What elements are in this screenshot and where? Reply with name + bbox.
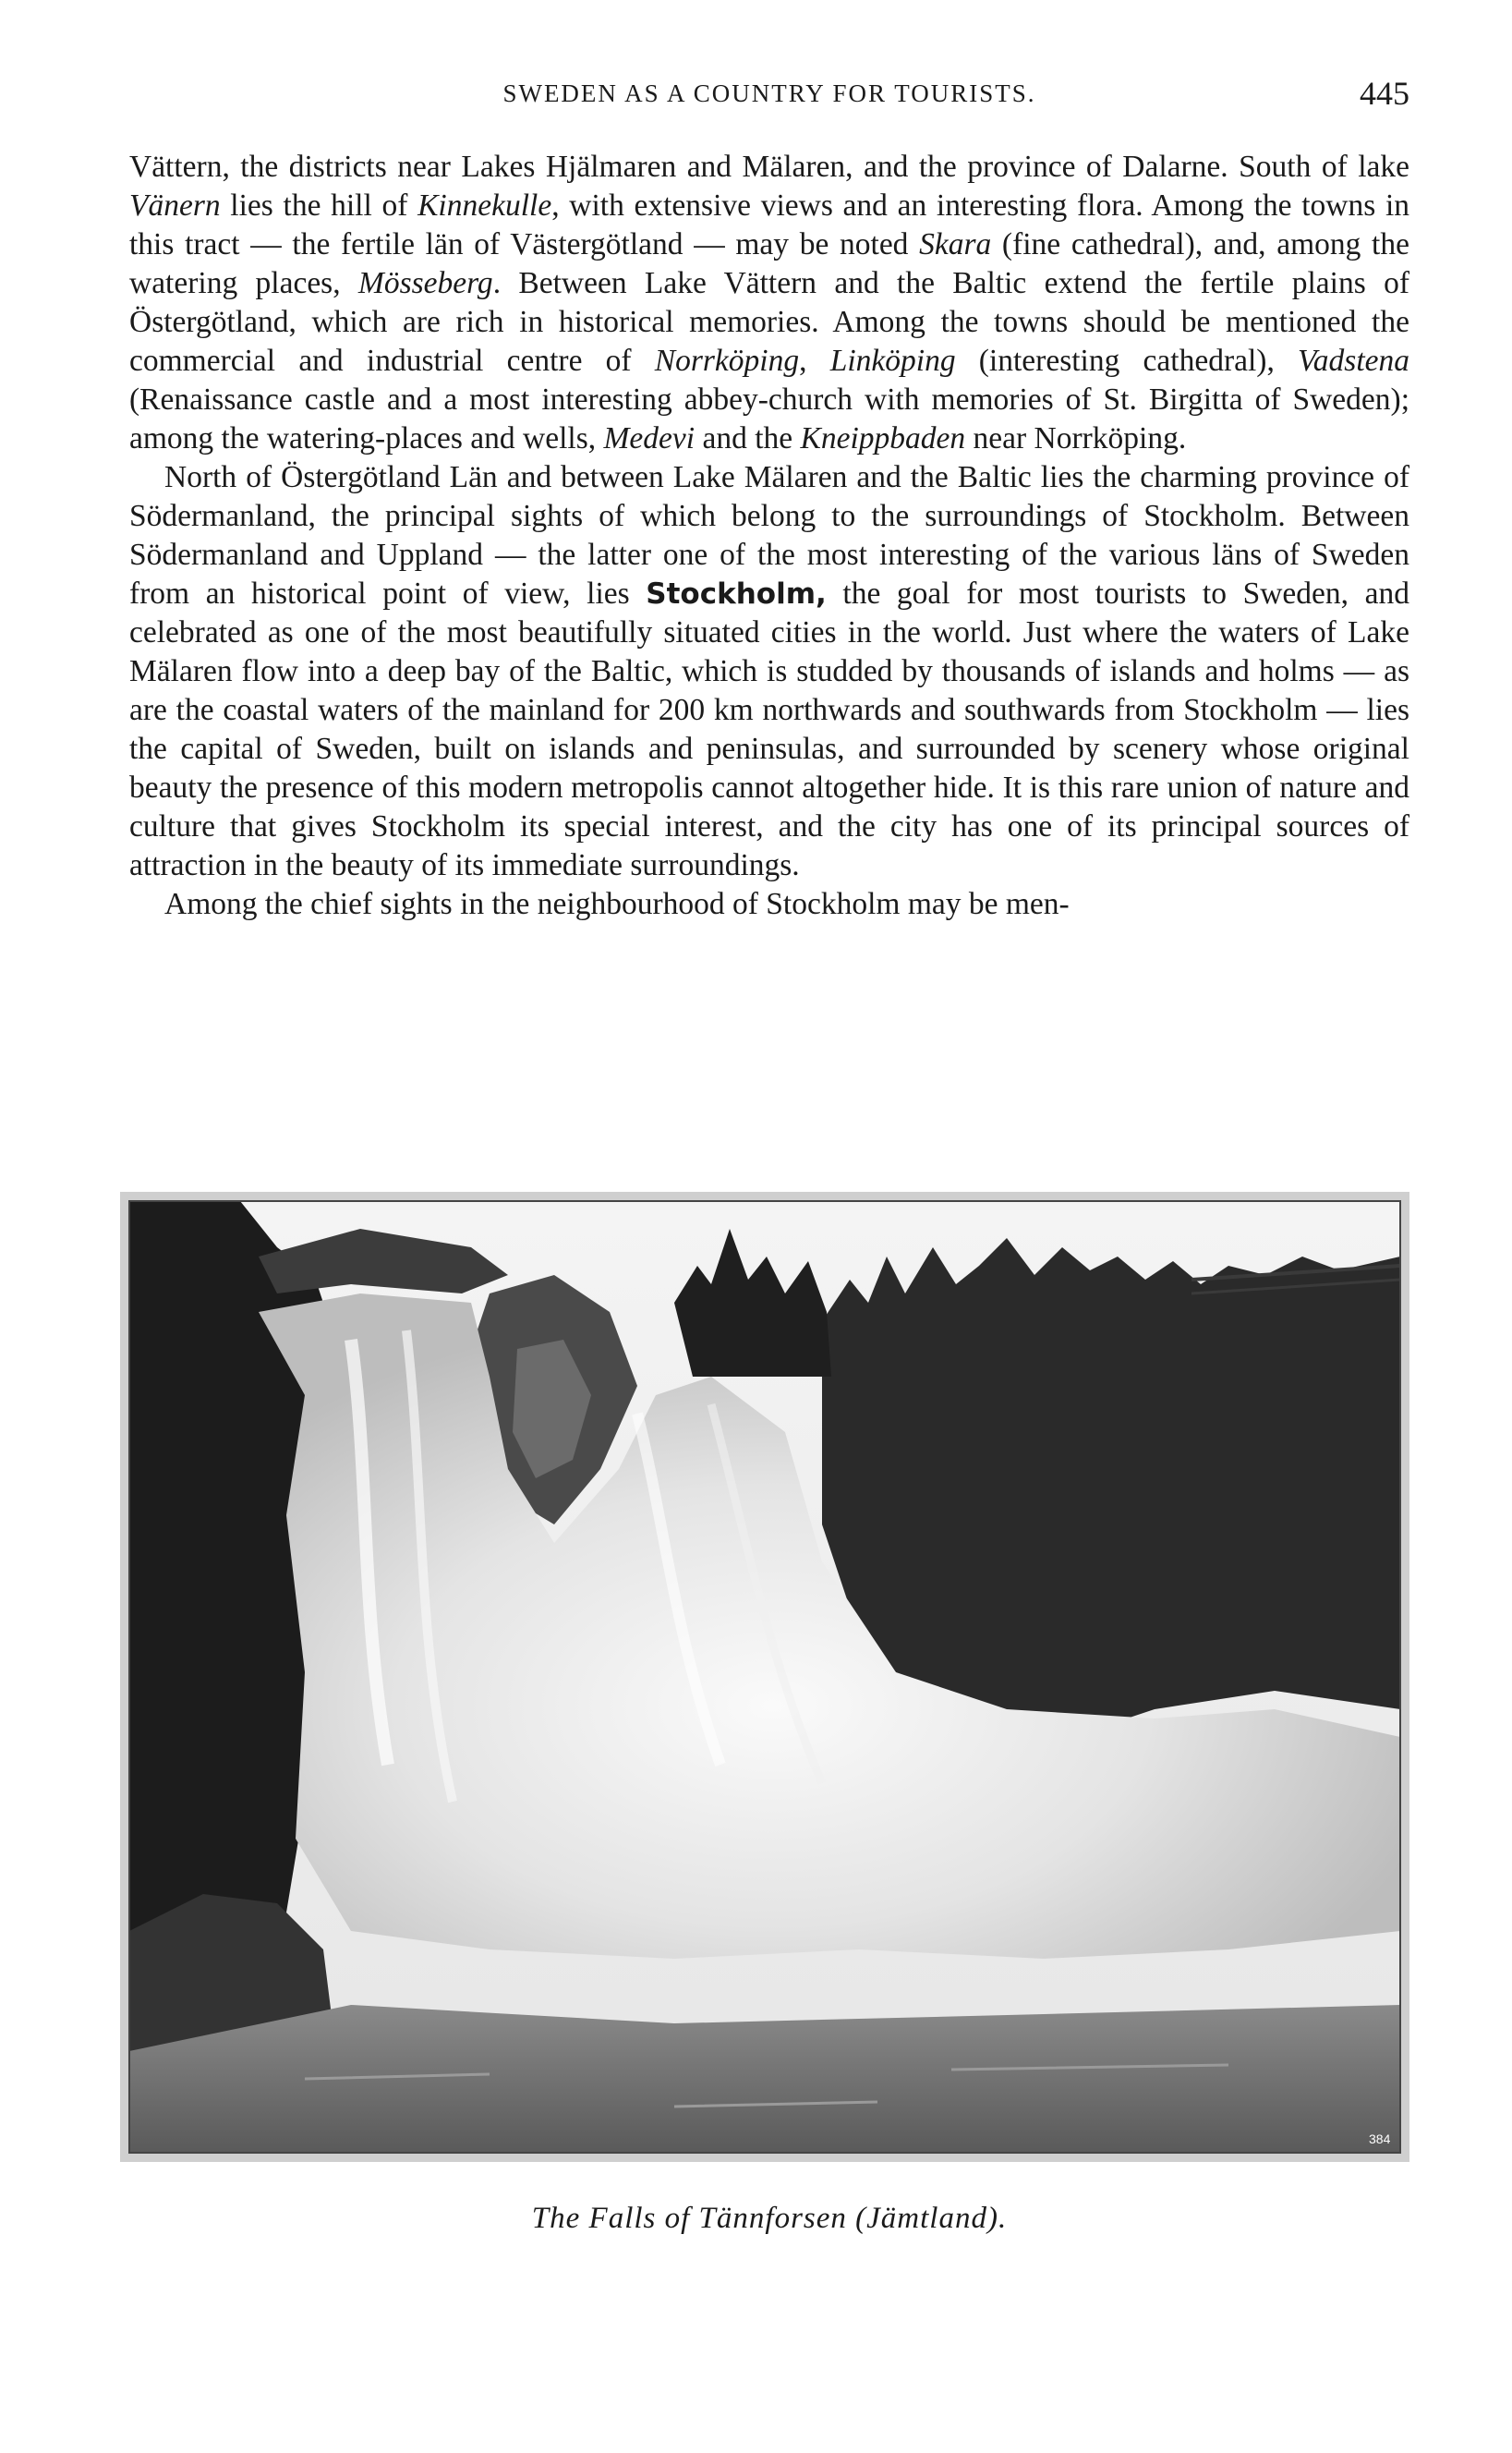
text-run: Among the chief sights in the neighbourhood of Stockholm may be men- xyxy=(164,887,1070,921)
waterfall-photograph xyxy=(120,1192,1409,2162)
italic-place-name: Norrköping xyxy=(654,344,800,378)
text-run: the goal for most tourists to Sweden, and celebrated as one of the most beautifully situated cities in the world. Just where the waters of Lake Mälaren flow into a deep bay of the Baltic, which is studded by thousands of islands and holms — as are the coastal waters of the mainland for 200 km northwards and southwards from Stockholm — lies the capital of Sweden, built on islands and peninsulas, and surrounded by scenery whose original beauty the presence of this modern metropolis cannot altogether hide. It is this rare union of nature and culture that gives Stockholm its special interest, and the city has one of its principal sources of attraction in the beauty of its immediate surroundings. xyxy=(129,577,1409,882)
text-run: . Between Lake Vättern and the Baltic extend the fertile plains of Östergötland, which are rich in historical memories. Among the towns should be mentioned the commercial and industrial centre of xyxy=(129,266,1409,378)
paragraph-2 xyxy=(129,458,1409,885)
italic-place-name: Kneippbaden xyxy=(800,421,966,455)
italic-place-name: Vadstena xyxy=(1298,344,1409,378)
text-run: and the xyxy=(695,421,801,455)
plate-number: 384 xyxy=(1369,2131,1391,2146)
bold-city-name: Stockholm, xyxy=(646,577,827,611)
waterfall-illustration xyxy=(120,1192,1409,2162)
running-title: SWEDEN AS A COUNTRY FOR TOURISTS. xyxy=(502,79,1036,107)
figure-caption: The Falls of Tännforsen (Jämtland). xyxy=(531,2202,1008,2235)
running-head xyxy=(129,74,1409,120)
italic-place-name: Vänern xyxy=(129,188,221,223)
italic-place-name: Kinnekulle xyxy=(417,188,552,223)
text-run: , with extensive views and an interesting flora. Among the towns in this tract — the fertile län of Västergötland — may be noted xyxy=(129,188,1410,261)
text-run: Vättern, the districts near Lakes Hjälmaren and Mälaren, and the province of Dalarne. South of lake xyxy=(129,150,1409,184)
paragraph-1 xyxy=(129,148,1409,458)
text-run: (Renaissance castle and a most interesting abbey-church with memories of St. Birgitta of Sweden); among the watering-places and wells, xyxy=(129,383,1409,455)
text-run: , xyxy=(799,344,830,378)
text-run: (fine cathedral), and, among the watering places, xyxy=(129,227,1409,300)
body-text xyxy=(129,148,1409,924)
text-run: North of Östergötland Län and between Lake Mälaren and the Baltic lies the charming province of Södermanland, the principal sights of which belong to the surroundings of Stockholm. Between Södermanland and Uppland — the latter one of the most interesting of the various läns of Sweden from an historical point of view, lies xyxy=(129,460,1409,611)
italic-place-name: Skara xyxy=(919,227,992,261)
italic-place-name: Mösseberg xyxy=(357,266,493,300)
italic-place-name: Linköping xyxy=(829,344,956,378)
italic-place-name: Medevi xyxy=(603,421,696,455)
page-number: 445 xyxy=(1360,75,1409,112)
text-run: (interesting cathedral), xyxy=(955,344,1299,378)
text-run: near Norrköping. xyxy=(965,421,1187,455)
paragraph-3 xyxy=(129,885,1409,924)
text-run: lies the hill of xyxy=(220,188,418,223)
